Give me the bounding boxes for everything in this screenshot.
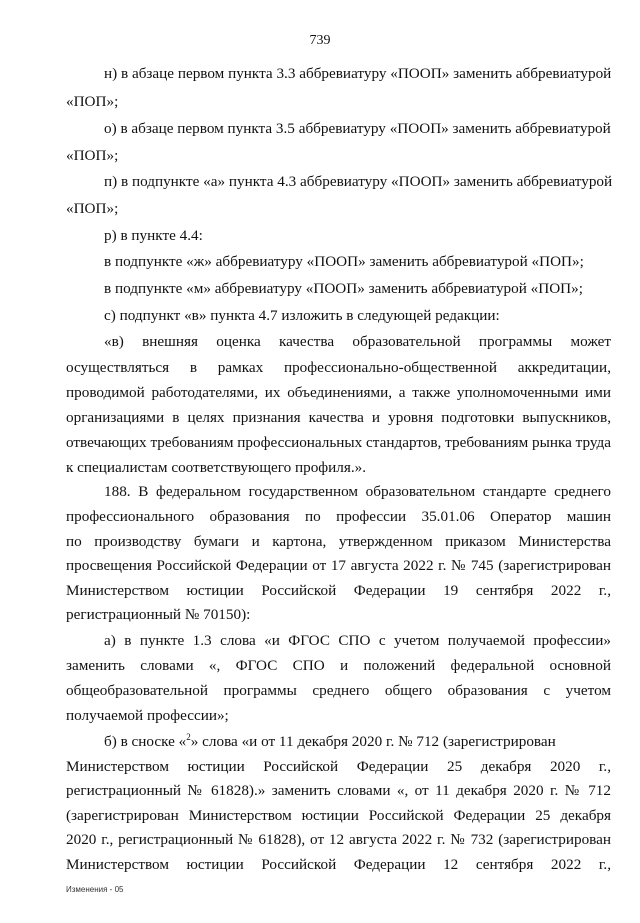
text-line: к специалистам соответствующего профиля.». [66,459,367,476]
text-line: а) в пункте 1.3 слова «и ФГОС СПО с учетом получаемой профессии» [104,632,611,649]
text-segment: » слова «и от 11 декабря 2020 г. № 712 (зарегистрирован [190,733,556,750]
footnote-ref: 2 [186,731,191,742]
text-line: «в) внешняя оценка качества образовательной программы может [104,333,611,350]
page-number: 739 [309,33,331,48]
text-line: (зарегистрирован Министерством юстиции Российской Федерации 25 декабря [66,807,611,824]
text-line: регистрационный № 61828).» заменить словами «, от 11 декабря 2020 г. № 712 [66,782,611,799]
text-line: с) подпункт «в» пункта 4.7 изложить в следующей редакции: [104,307,500,324]
text-line: получаемой профессии»; [66,707,229,724]
text-line: просвещения Российской Федерации от 17 августа 2022 г. № 745 (зарегистрирован [66,557,611,574]
text-segment: б) в сноске « [104,733,187,750]
text-line: н) в абзаце первом пункта 3.3 аббревиатуру «ПООП» заменить аббревиатурой [104,65,612,82]
text-line: «ПОП»; [66,93,119,110]
text-line: Министерством юстиции Российской Федерации 19 сентября 2022 г., [66,582,611,599]
text-line: в подпункте «ж» аббревиатуру «ПООП» заменить аббревиатурой «ПОП»; [104,253,584,270]
text-line: общеобразовательной программы среднего общего образования с учетом [66,682,611,699]
text-line: в подпункте «м» аббревиатуру «ПООП» заменить аббревиатурой «ПОП»; [104,280,583,297]
text-line: профессионального образования по профессии 35.01.06 Оператор машин [66,508,611,525]
footer-note: Изменения - 05 [66,885,124,894]
text-line: по производству бумаги и картона, утвержденном приказом Министерства [66,533,611,550]
text-line: р) в пункте 4.4: [104,227,203,244]
text-line: регистрационный № 70150): [66,606,251,623]
text-line: «ПОП»; [66,200,119,217]
text-line: организациями в целях признания качества и уровня подготовки выпускников, [66,409,611,426]
text-line: заменить словами «, ФГОС СПО и положений федеральной основной [66,657,611,674]
text-line: Министерством юстиции Российской Федерации 12 сентября 2022 г., [66,856,611,873]
text-line: о) в абзаце первом пункта 3.5 аббревиатуру «ПООП» заменить аббревиатурой [104,120,611,137]
text-line: Министерством юстиции Российской Федерации 25 декабря 2020 г., [66,758,611,775]
text-line: проводимой работодателями, их объединениями, а также уполномоченными ими [66,384,611,401]
text-line: осуществляться в рамках профессионально-общественной аккредитации, [66,359,611,376]
text-line: п) в подпункте «а» пункта 4.3 аббревиатуру «ПООП» заменить аббревиатурой [104,173,613,190]
text-line: 2020 г., регистрационный № 61828), от 12 августа 2022 г. № 732 (зарегистрирован [66,831,611,848]
text-line [104,733,556,751]
text-line: 188. В федеральном государственном образовательном стандарте среднего [104,483,611,500]
text-line: «ПОП»; [66,147,119,164]
text-line: отвечающих требованиям профессиональных стандартов, требованиям рынка труда [66,434,611,451]
